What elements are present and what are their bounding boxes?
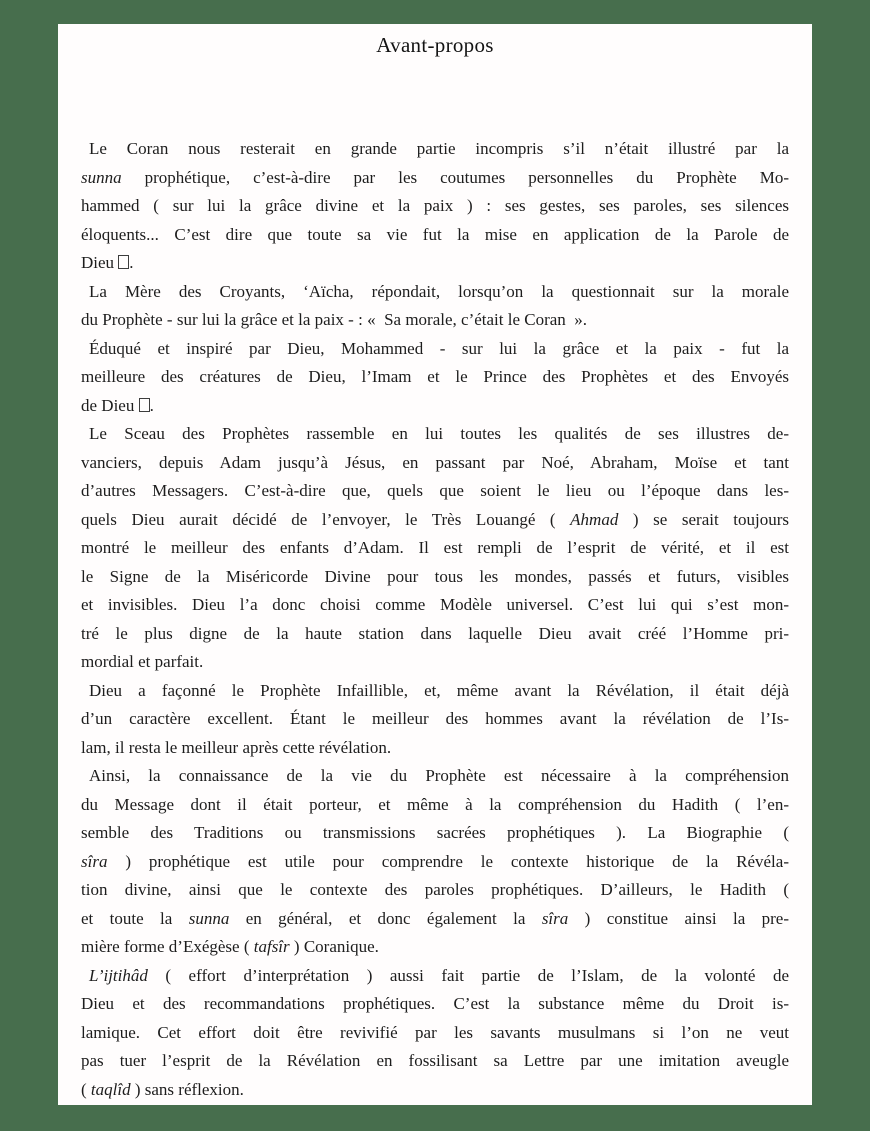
text-line [81, 278, 789, 307]
text-segment: montré le meilleur des enfants d’Adam. Il est rempli de l’esprit de vérité, et il est [81, 538, 789, 557]
text-segment: éloquents... C’est dire que toute sa vie fut la mise en application de la Parole de [81, 224, 789, 244]
text-line [81, 221, 789, 250]
paragraph [81, 420, 789, 677]
text-segment: tion divine, ainsi que le contexte des paroles prophétiques. D’ailleurs, le Hadith ( [81, 880, 789, 899]
text-line [81, 933, 789, 962]
paragraph [81, 135, 789, 278]
text-segment: en général, et donc également la [229, 908, 542, 928]
text-line [81, 306, 789, 335]
text-line [81, 1076, 789, 1105]
text-segment: pas tuer l’esprit de la Révélation en fossilisant sa Lettre par une imitation aveugle [81, 1051, 789, 1070]
text-segment: prophétique, c’est-à-dire par les coutumes personnelles du Prophète Mo- [121, 167, 789, 187]
paragraph [81, 278, 789, 335]
text-segment: vanciers, depuis Adam jusqu’à Jésus, en passant par Noé, Abraham, Moïse et tant [81, 452, 789, 472]
text-line [81, 591, 789, 620]
missing-glyph-box [118, 255, 129, 269]
text-segment: du Message dont il était porteur, et même à la compréhension du Hadith ( l’en- [81, 794, 789, 814]
text-segment: hammed ( sur lui la grâce divine et la paix ) : ses gestes, ses paroles, ses silences [81, 196, 789, 215]
text-segment: de Dieu [81, 395, 139, 415]
paragraph [81, 677, 789, 763]
text-line [81, 392, 789, 421]
text-line [81, 363, 789, 392]
text-segment: Ainsi, la connaissance de la vie du Prophète est nécessaire à la compréhension [89, 766, 789, 785]
text-line [81, 705, 789, 734]
document-page [58, 24, 812, 1105]
text-segment: Le Sceau des Prophètes rassemble en lui toutes les qualités de ses illustres de- [89, 424, 789, 443]
text-segment: Le Coran nous resterait en grande partie incompris s’il n’était illustré par la [89, 139, 789, 158]
italic-term: sunna [81, 167, 122, 187]
text-line [81, 876, 789, 905]
text-line [81, 905, 789, 934]
text-line [81, 990, 789, 1019]
italic-term: taqlîd [90, 1079, 131, 1099]
text-segment: le Signe de la Miséricorde Divine pour tous les mondes, passés et futurs, visibles [81, 566, 789, 586]
text-segment: . [149, 395, 154, 415]
text-segment: d’un caractère excellent. Étant le meilleur des hommes avant la révélation de l’Is- [81, 709, 789, 728]
text-line [81, 534, 789, 563]
text-segment: ) constitue ainsi la pre- [568, 908, 789, 928]
text-line [81, 620, 789, 649]
text-segment: lam, il resta le meilleur après cette révélation. [81, 737, 392, 757]
text-line [81, 677, 789, 706]
paragraph [81, 335, 789, 421]
paragraph [81, 762, 789, 962]
text-segment: mière forme d’Exégèse ( [81, 937, 254, 956]
italic-term: sunna [188, 908, 230, 928]
text-line [81, 791, 789, 820]
text-segment: meilleure des créatures de Dieu, l’Imam et le Prince des Prophètes et des Envoyés [81, 367, 789, 386]
text-line [81, 848, 789, 877]
text-segment: ( effort d’interprétation ) aussi fait partie de l’Islam, de la volonté de [147, 965, 789, 985]
italic-term: Ahmad [570, 509, 619, 529]
text-line [81, 164, 789, 193]
text-line [81, 962, 789, 991]
page-title: Avant-propos [376, 33, 494, 57]
page-body [81, 135, 789, 1104]
text-segment: . [129, 253, 134, 272]
text-segment: La Mère des Croyants, ‘Aïcha, répondait, lorsqu’on la questionnait sur la morale [89, 281, 789, 301]
text-line [81, 762, 789, 791]
text-segment: ) sans réflexion. [130, 1079, 244, 1099]
text-line [81, 477, 789, 506]
italic-term: L’ijtihâd [89, 965, 148, 985]
italic-term: tafsîr [253, 937, 290, 956]
text-segment: et toute la [81, 908, 189, 928]
text-segment: ( [81, 1079, 91, 1099]
text-line [81, 1019, 789, 1048]
text-segment: Éduqué et inspiré par Dieu, Mohammed - sur lui la grâce et la paix - fut la [89, 338, 789, 358]
paragraph [81, 962, 789, 1105]
text-line [81, 335, 789, 364]
text-segment: d’autres Messagers. C’est-à-dire que, quels que soient le lieu ou l’époque dans les- [81, 481, 789, 500]
text-line [81, 506, 789, 535]
text-line [81, 1047, 789, 1076]
text-line [81, 249, 789, 278]
italic-term: sîra [81, 851, 108, 871]
text-segment: Dieu [81, 253, 119, 272]
text-segment: lamique. Cet effort doit être revivifié par les savants musulmans si l’on ne veut [81, 1022, 789, 1042]
text-line [81, 734, 789, 763]
text-segment: semble des Traditions ou transmissions sacrées prophétiques ). La Biographie ( [81, 823, 789, 842]
text-line [81, 819, 789, 848]
text-segment: ) prophétique est utile pour comprendre le contexte historique de la Révéla- [107, 851, 789, 871]
text-segment: quels Dieu aurait décidé de l’envoyer, le Très Louangé ( [81, 509, 571, 529]
text-segment: ) se serait toujours [618, 509, 789, 529]
text-line [81, 449, 789, 478]
text-line [81, 563, 789, 592]
text-segment: Dieu a façonné le Prophète Infaillible, et, même avant la Révélation, il était déjà [89, 680, 789, 700]
missing-glyph-box [139, 398, 150, 412]
text-segment: tré le plus digne de la haute station dans laquelle Dieu avait créé l’Homme pri- [81, 623, 789, 643]
text-line [81, 135, 789, 164]
text-line [81, 420, 789, 449]
text-segment: et invisibles. Dieu l’a donc choisi comme Modèle universel. C’est lui qui s’est mon- [81, 595, 789, 614]
text-line [81, 648, 789, 677]
text-segment: ) Coranique. [289, 937, 379, 956]
text-segment: du Prophète - sur lui la grâce et la paix - : « Sa morale, c’était le Coran ». [81, 310, 588, 329]
text-segment: mordial et parfait. [81, 652, 204, 671]
text-line [81, 192, 789, 221]
italic-term: sîra [541, 908, 569, 928]
text-segment: Dieu et des recommandations prophétiques. C’est la substance même du Droit is- [81, 994, 789, 1013]
